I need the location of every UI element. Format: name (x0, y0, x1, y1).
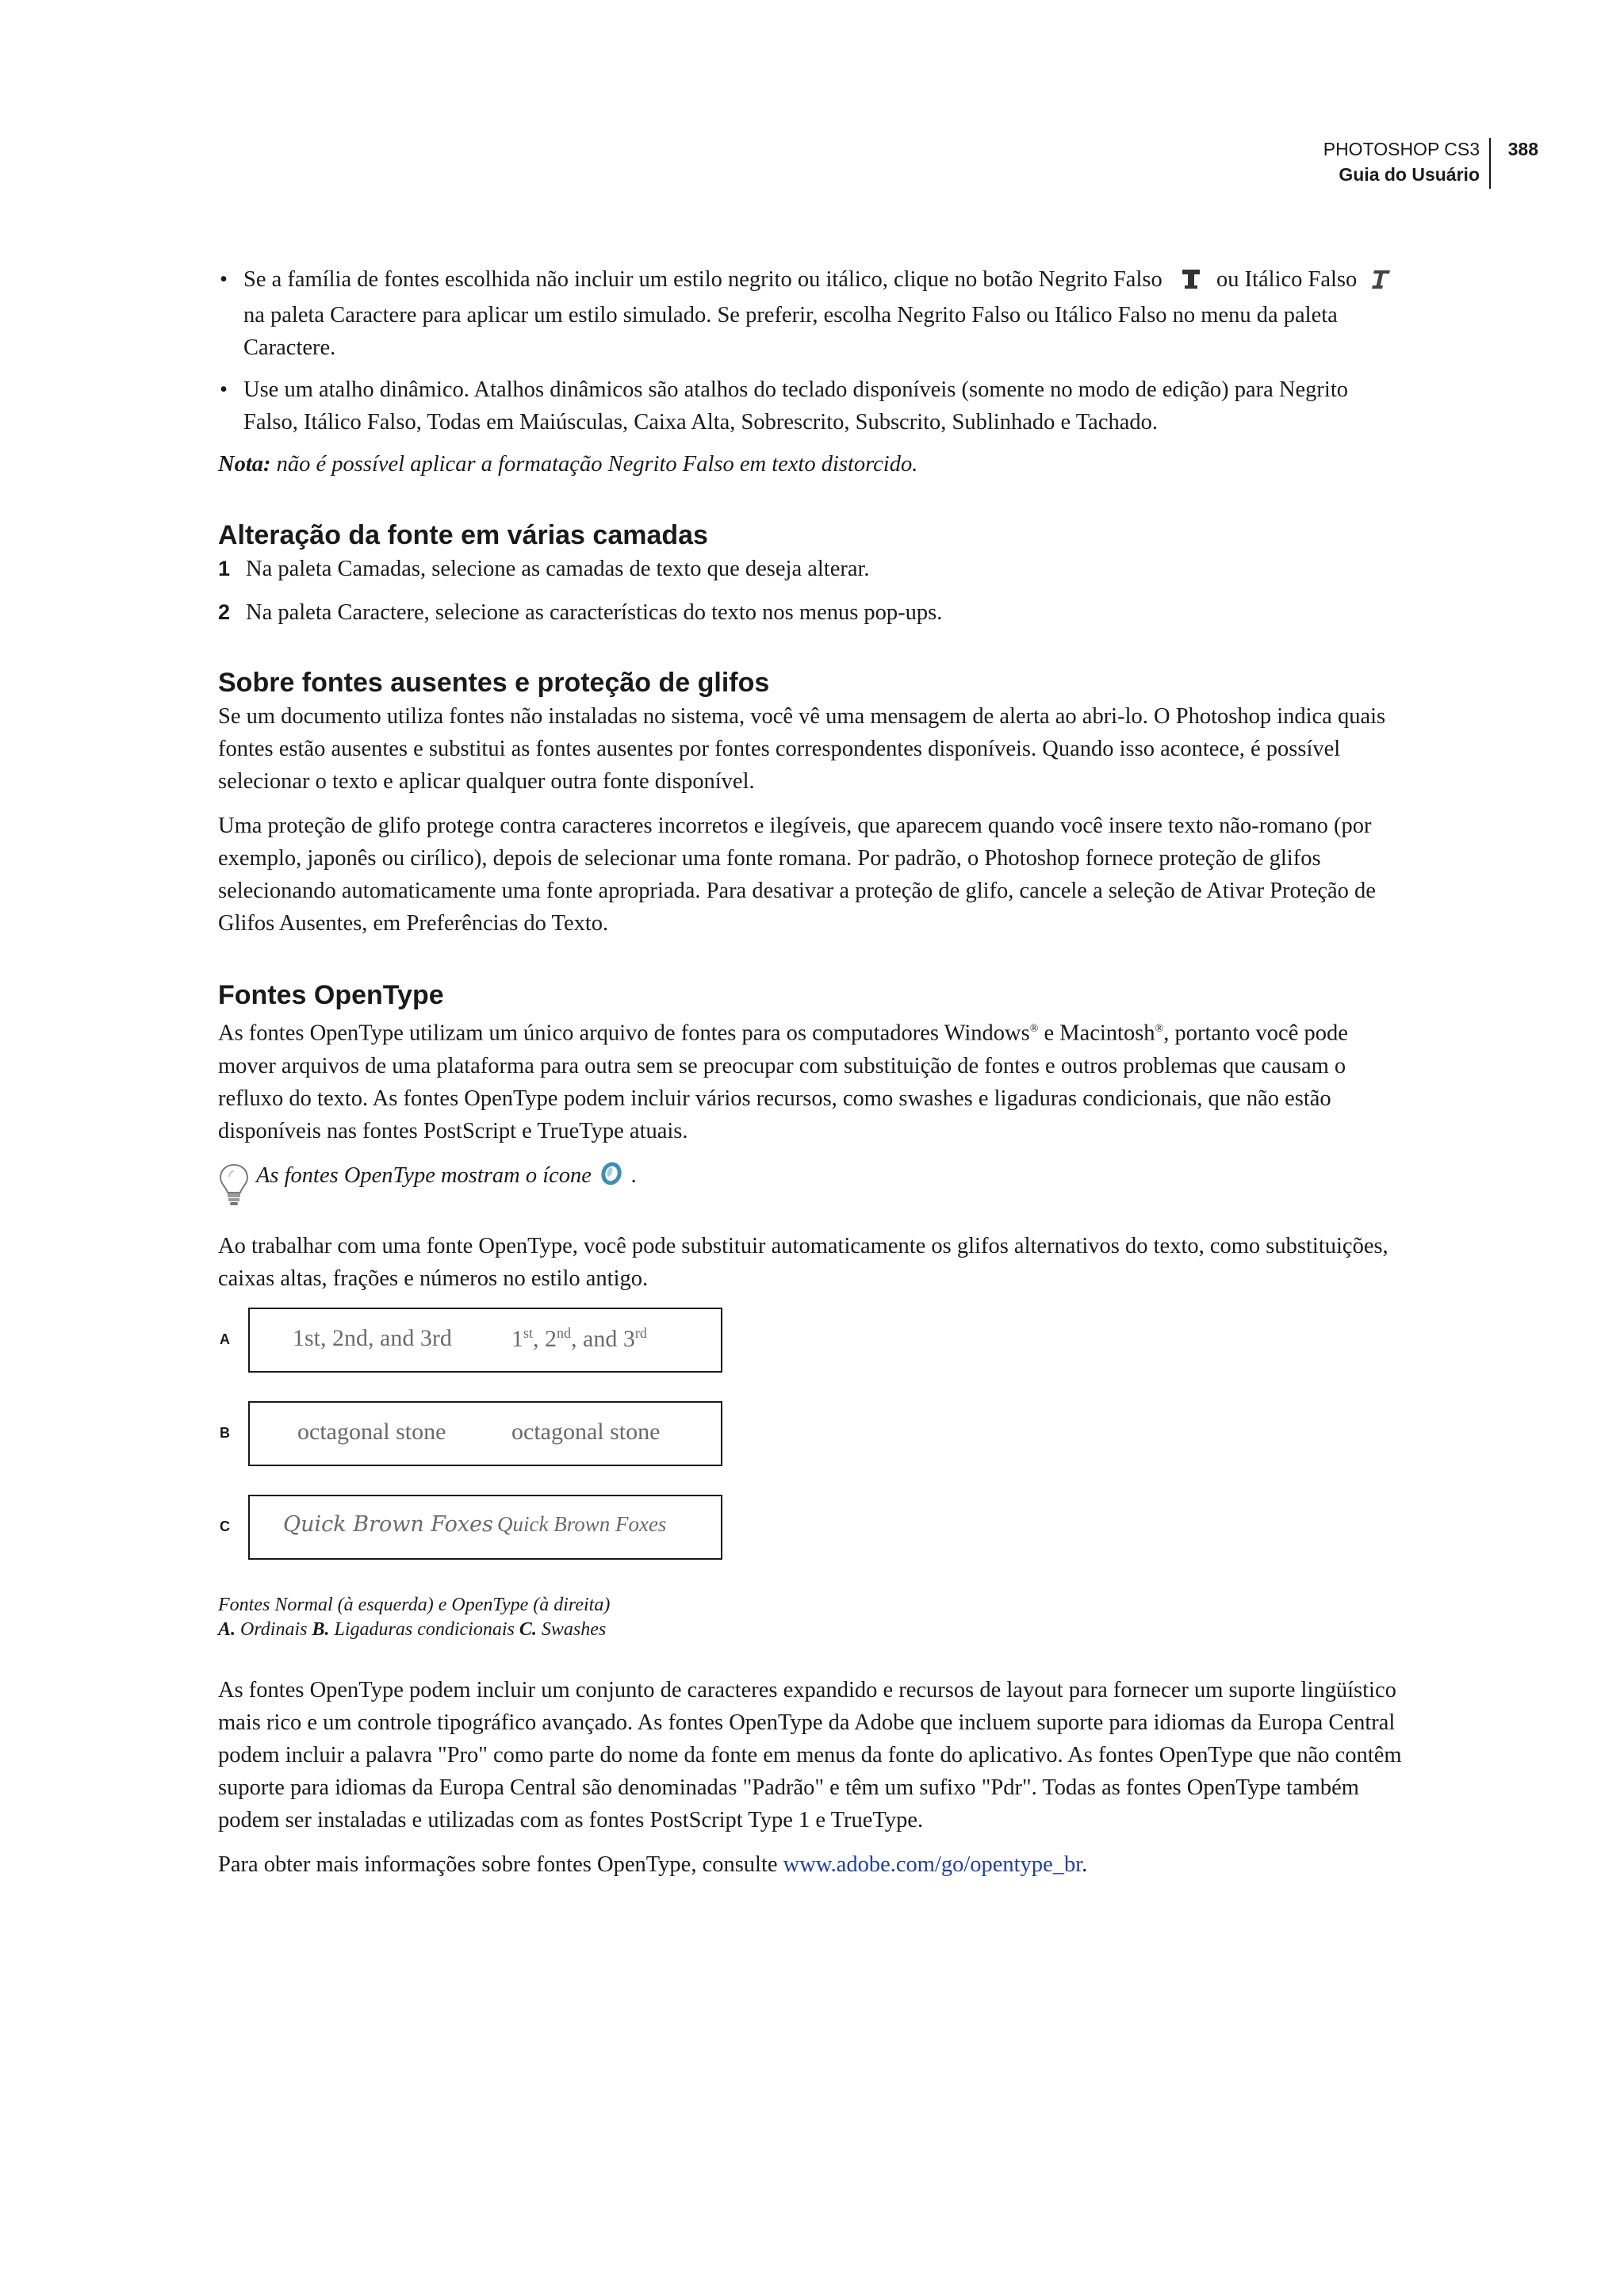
step-number: 1 (218, 557, 231, 580)
registered-mark: ® (1029, 1023, 1039, 1035)
header-divider (1489, 138, 1491, 189)
opentype-font-sample: octagonal stone (511, 1418, 661, 1445)
step-number: 2 (218, 600, 231, 624)
normal-font-sample: octagonal stone (297, 1418, 446, 1445)
paragraph-text: Para obter mais informações sobre fontes OpenType, consulte (218, 1852, 783, 1877)
registered-mark: ® (1155, 1023, 1164, 1035)
opentype-figure (218, 1308, 1404, 1593)
section-title-missing-fonts: Sobre fontes ausentes e proteção de glifos (218, 668, 770, 698)
tip (218, 1159, 1404, 1195)
caption-label: A. (218, 1618, 236, 1640)
opentype-font-sample: 1st, 2nd, and 3rd (511, 1324, 647, 1352)
opentype-icon (600, 1162, 622, 1195)
step-item (218, 553, 1404, 585)
tip-text: As fontes OpenType mostram o ícone (256, 1162, 592, 1188)
paragraph: Ao trabalhar com uma fonte OpenType, você pode substituir automaticamente os glifos alternativos do texto, como substituições, caixas altas, frações e números no estilo antigo. (218, 1233, 1388, 1291)
paragraph-text: . (1082, 1852, 1088, 1877)
section-title-opentype: Fontes OpenType (218, 980, 444, 1010)
note-label: Nota: (218, 452, 271, 477)
step-text: Na paleta Camadas, selecione as camadas de texto que deseja alterar. (246, 557, 870, 581)
bullet-text: na paleta Caractere para aplicar um estilo simulado. Se preferir, escolha Negrito Falso ou Itálico Falso no menu da paleta Caractere. (243, 303, 1338, 360)
figure-sample-box (248, 1308, 722, 1373)
paragraph-text: As fontes OpenType utilizam um único arquivo de fontes para os computadores Windows (218, 1021, 1030, 1046)
faux-italic-icon (1370, 266, 1391, 299)
figure-sample-box (248, 1495, 722, 1560)
paragraph: As fontes OpenType podem incluir um conjunto de caracteres expandido e recursos de layout para fornecer um suporte lingüístico mais rico e um controle tipográfico avançado. As fontes OpenType da Adobe que incluem suporte para idiomas da Europa Central podem incluir a palavra "Pro" como parte do nome da fonte em menus da fonte do aplicativo. As fontes OpenType que não contêm suporte para idiomas da Europa Central são denominadas "Padrão" e têm um sufixo "Pdr". Todas as fontes OpenType também podem ser instaladas e utilizadas com as fontes PostScript Type 1 e TrueType. (218, 1677, 1402, 1833)
lightbulb-icon (218, 1162, 250, 1216)
section-title-layers: Alteração da fonte em várias camadas (218, 520, 708, 550)
figure-letter: C (220, 1518, 230, 1534)
bullet-text: Se a família de fontes escolhida não incluir um estilo negrito ou itálico, clique no botão Negrito Falso (243, 267, 1162, 292)
caption-title: Fontes Normal (à esquerda) e OpenType (à direita) (218, 1594, 611, 1615)
figure-sample-box (248, 1401, 722, 1466)
normal-font-sample: 1st, 2nd, and 3rd (293, 1324, 452, 1351)
caption-text: Ligaduras condicionais (329, 1618, 519, 1640)
bullet-dot: • (220, 377, 228, 402)
figure-caption (218, 1593, 1404, 1642)
faux-bold-icon (1181, 266, 1201, 299)
caption-text: Ordinais (236, 1618, 312, 1640)
opentype-font-sample: Quick Brown Foxes (497, 1511, 667, 1536)
paragraph-text: e Macintosh (1038, 1021, 1155, 1046)
bullet-text: ou Itálico Falso (1216, 267, 1358, 292)
page-number: 388 (1507, 139, 1538, 159)
tip-text: . (631, 1162, 638, 1188)
paragraph (218, 1013, 1404, 1147)
paragraph-text: , portanto você pode mover arquivos de uma plataforma para outra sem se preocupar com substituição de fontes e outros problemas que causam o refluxo do texto. As fontes OpenType podem incluir vários recursos, como swashes e ligaduras condicionais, que não estão disponíveis nas fontes PostScript e TrueType atuais. (218, 1021, 1348, 1143)
header-guide-title: Guia do Usuário (1339, 164, 1480, 185)
list-item (218, 373, 1404, 439)
list-item (218, 263, 1404, 364)
step-item (218, 596, 1404, 629)
normal-font-sample: Quick Brown Foxes (283, 1511, 493, 1537)
step-text: Na paleta Caractere, selecione as características do texto nos menus pop-ups. (246, 600, 943, 625)
paragraph: Uma proteção de glifo protege contra caracteres incorretos e ilegíveis, que aparecem quando você insere texto não-romano (por exemplo, japonês ou cirílico), depois de selecionar uma fonte romana. Por padrão, o Photoshop fornece proteção de glifos selecionando automaticamente uma fonte apropriada. Para desativar a proteção de glifo, cancele a seleção de Ativar Proteção de Glifos Ausentes, em Preferências do Texto. (218, 814, 1376, 936)
figure-letter: A (220, 1331, 230, 1347)
paragraph: Se um documento utiliza fontes não instaladas no sistema, você vê uma mensagem de alerta ao abri-lo. O Photoshop indica quais fontes estão ausentes e substitui as fontes ausentes por fontes correspondentes disponíveis. Quando isso acontece, é possível selecionar o texto e aplicar qualquer outra fonte disponível. (218, 704, 1386, 794)
running-header (1323, 136, 1538, 187)
caption-label: C. (519, 1618, 537, 1640)
opentype-link[interactable]: www.adobe.com/go/opentype_br (783, 1852, 1082, 1877)
bullet-text: Use um atalho dinâmico. Atalhos dinâmicos são atalhos do teclado disponíveis (somente no modo de edição) para Negrito Falso, Itálico Falso, Todas em Maiúsculas, Caixa Alta, Sobrescrito, Subscrito, Sublinhado e Tachado. (243, 377, 1348, 435)
figure-letter: B (220, 1424, 230, 1441)
paragraph (218, 1848, 1404, 1881)
main-content (218, 263, 1404, 1893)
caption-text: Swashes (536, 1618, 607, 1640)
note (218, 448, 1404, 481)
note-text: não é possível aplicar a formatação Negrito Falso em texto distorcido. (276, 452, 918, 477)
bullet-dot: • (220, 267, 228, 292)
header-product: PHOTOSHOP CS3 (1323, 139, 1480, 159)
caption-label: B. (312, 1618, 330, 1640)
